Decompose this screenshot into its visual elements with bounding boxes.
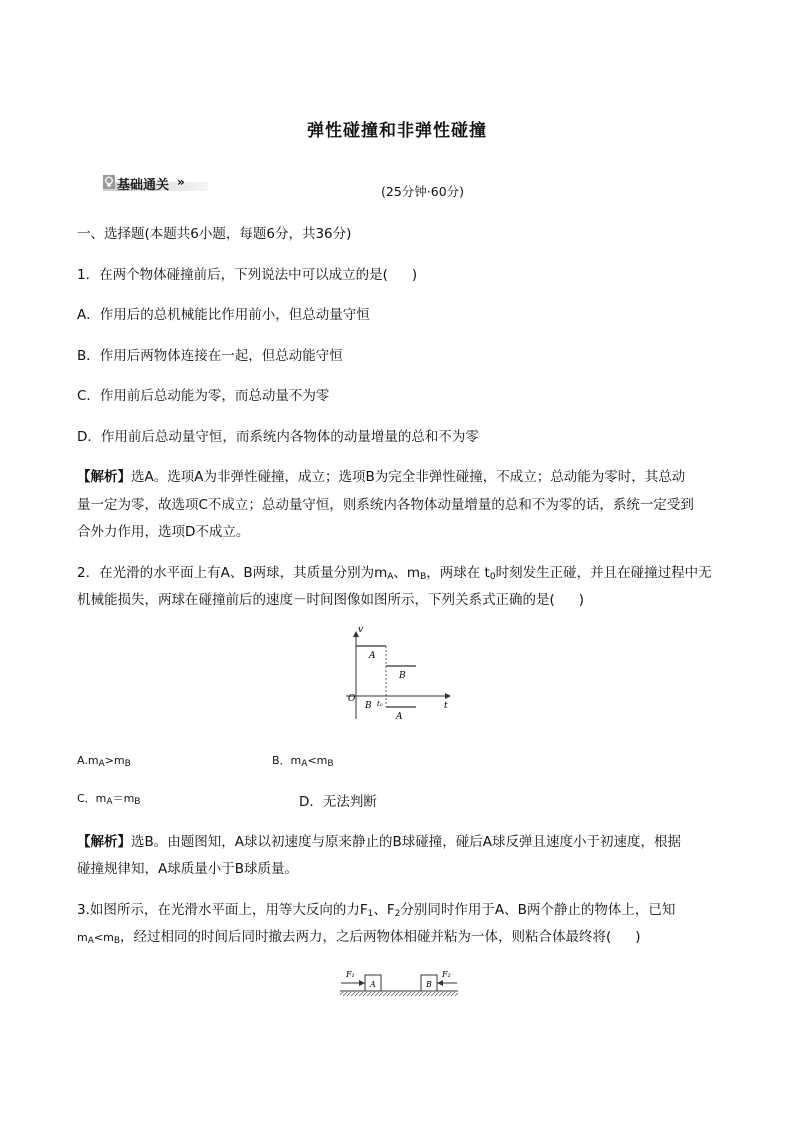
q2-analysis-2: 碰撞规律知，A球质量小于B球质量。 bbox=[77, 861, 298, 877]
q2-b-sub1: A bbox=[301, 759, 308, 769]
q1-option-c: C．作用前后总动能为零，而总动量不为零 bbox=[77, 388, 330, 404]
q1-stem-text: 1．在两个物体碰撞前后，下列说法中可以成立的是( bbox=[77, 267, 388, 283]
q1-analysis-1 bbox=[77, 465, 685, 485]
block-b-label: B bbox=[426, 980, 432, 989]
q2-stem-1a: 2．在光滑的水平面上有A、B两球，其质量分别为m bbox=[77, 565, 388, 581]
q3-stem-1b: 分别同时作用于A、B两个静止的物体上，已知 bbox=[400, 902, 676, 918]
q2-stem-1b: ，两球在 t bbox=[426, 565, 490, 581]
q3-stem-2 bbox=[77, 925, 641, 946]
analysis-tag: 【解析】 bbox=[77, 469, 131, 485]
q1-analysis-text-1: 选A。选项A为非弹性碰撞，成立；选项B为完全非弹性碰撞，不成立；总动能为零时，其总动 bbox=[131, 469, 686, 485]
block-a-label: A bbox=[370, 980, 376, 989]
t0-label: t₀ bbox=[377, 700, 383, 708]
q2-option-a bbox=[77, 752, 131, 769]
q2-c-op: ＝m bbox=[112, 792, 135, 805]
q3-stem-2a: m bbox=[77, 931, 88, 944]
q3-stem-1 bbox=[77, 898, 675, 919]
ground-hatch bbox=[340, 992, 458, 996]
b-left-label: B bbox=[365, 701, 372, 711]
q3-stem-2c: ，经过相同的时间后同时撤去两力，之后两物体相碰并粘为一体，则粘合体最终将( bbox=[120, 929, 612, 945]
q3-sub-2: 2 bbox=[394, 909, 401, 919]
section-arrow: » bbox=[177, 175, 185, 189]
time-score: (25分钟·60分) bbox=[381, 184, 465, 199]
q2-a-sub2: B bbox=[124, 759, 131, 769]
q2-a-sub1: A bbox=[98, 759, 105, 769]
q3-sub-1: 1 bbox=[367, 909, 374, 919]
q2-b-op: <m bbox=[307, 754, 328, 767]
q3-stem-1a: 3.如图所示，在光滑水平面上，用等大反向的力F bbox=[77, 902, 368, 918]
q1-stem bbox=[77, 263, 417, 283]
q2-option-c bbox=[77, 790, 140, 807]
q1-analysis-3: 合外力作用，选项D不成立。 bbox=[77, 524, 250, 540]
q2-c-pre: C．m bbox=[77, 792, 107, 805]
a-bottom-label: A bbox=[396, 712, 403, 722]
q3-stem-end: ) bbox=[635, 929, 641, 945]
q2-analysis-text-1: 选B。由题图知，A球以初速度与原来静止的B球碰撞，碰后A球反弹且速度小于初速度，根据 bbox=[131, 834, 681, 850]
q2-sep: 、m bbox=[393, 565, 421, 581]
a-top-label: A bbox=[369, 651, 376, 661]
q2-c-sub2: B bbox=[134, 797, 141, 807]
origin-label: O bbox=[348, 694, 356, 704]
q3-sep: 、F bbox=[373, 902, 395, 918]
q2-stem-2-text: 机械能损失，两球在碰撞前后的速度－时间图像如图所示，下列关系式正确的是( bbox=[77, 592, 555, 608]
f1-label: F₁ bbox=[346, 970, 355, 979]
q2-stem-1 bbox=[77, 561, 712, 582]
q3-sub-b: B bbox=[113, 936, 121, 946]
section-label: 基础通关 bbox=[117, 178, 170, 193]
q2-sub-0: 0 bbox=[489, 572, 496, 582]
q2-option-d: D．无法判断 bbox=[299, 794, 377, 810]
part-heading: 一、选择题(本题共6小题，每题6分，共36分) bbox=[77, 226, 352, 242]
q2-stem-1c: 时刻发生正碰，并且在碰撞过程中无 bbox=[495, 565, 712, 581]
q2-sub-b: B bbox=[420, 572, 427, 582]
b-right-label: B bbox=[399, 671, 406, 681]
q1-stem-end: ) bbox=[411, 267, 418, 283]
q2-a-op: >m bbox=[104, 754, 125, 767]
q2-vt-graph bbox=[340, 626, 460, 722]
t-label: t bbox=[444, 701, 448, 711]
q1-option-d: D．作用前后总动量守恒，而系统内各物体的动量增量的总和不为零 bbox=[77, 429, 479, 445]
page-title: 弹性碰撞和非弹性碰撞 bbox=[307, 121, 487, 141]
q2-analysis-1 bbox=[77, 830, 681, 850]
v-label: v bbox=[358, 626, 364, 635]
q2-b-sub2: B bbox=[327, 759, 334, 769]
q1-analysis-2: 量一定为零，故选项C不成立；总动量守恒，则系统内各物体动量增量的总和不为零的话，系统一定受到 bbox=[77, 497, 694, 513]
q3-sub-a: A bbox=[87, 936, 94, 946]
lightbulb-icon bbox=[103, 175, 115, 189]
q3-stem-2b: <m bbox=[93, 931, 114, 944]
q1-option-a: A．作用后的总机械能比作用前小，但总动量守恒 bbox=[77, 307, 370, 323]
q2-c-sub1: A bbox=[106, 797, 113, 807]
q2-option-b bbox=[272, 752, 334, 769]
q2-stem-end: ) bbox=[578, 592, 585, 608]
q2-sub-a: A bbox=[387, 572, 394, 582]
q2-stem-2 bbox=[77, 588, 584, 608]
q2-a-pre: A.m bbox=[77, 754, 99, 767]
analysis-tag: 【解析】 bbox=[77, 834, 131, 850]
q3-force-diagram bbox=[338, 965, 460, 999]
q1-option-b: B．作用后两物体连接在一起，但总动能守恒 bbox=[77, 348, 343, 364]
f2-label: F₂ bbox=[442, 970, 451, 979]
q2-b-pre: B．m bbox=[272, 754, 302, 767]
